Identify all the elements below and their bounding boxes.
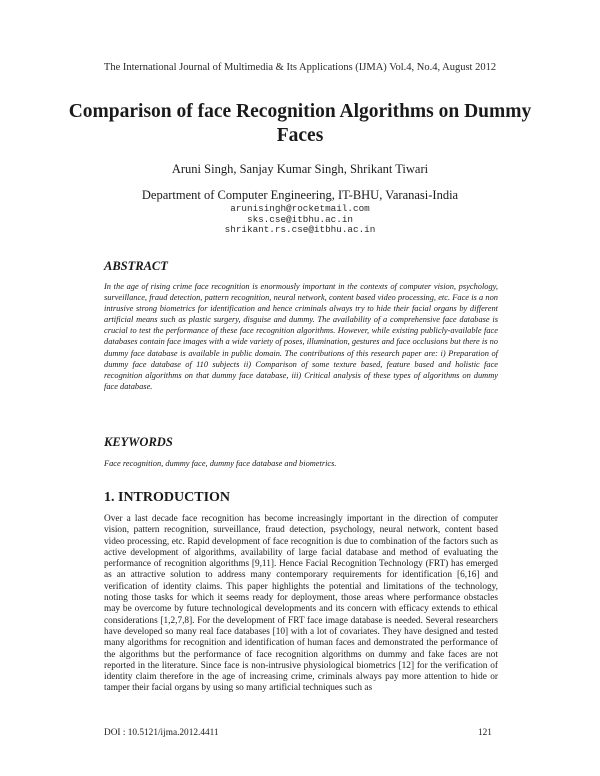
introduction-text: Over a last decade face recognition has become increasingly important in the direction of computer vision, pattern recognition, surveillance, fraud detection, psychology, neural network, content based video processing, etc. Rapid development of face recognition is due to combination of the factors such as active development of algorithms, availability of large facial database and method of evaluating the performance of recognition algorithms [9,11]. Hence Facial Recognition Technology (FRT) has emerged as an attractive solution to address many contemporary requirements for identification [6,16] and verification of identity claims. This paper highlights the potential and limitations of the technology, noting those tasks for which it seems ready for deployment, those areas where performance obstacles may be overcome by future technological developments and its concern with efficacy extends to ethical considerations [1,2,7,8]. For the development of FRT face image database is needed. Several researchers have developed so many real face databases [10] with a lot of covariates. They have designed and tested many algorithms for recognition and identification of human faces and demonstrated the performance of the algorithms but the performance of face recognition algorithms on dummy and fake faces are not reported in the literature. Since face is non-intrusive physiological biometrics [12] for the verification of identity claim therefore in the age of increasing crime, criminals always pay more attention to hide or tamper their facial organs by using so many artificial techniques such as — [104, 514, 498, 694]
keywords-text: Face recognition, dummy face, dummy face database and biometrics. — [104, 459, 337, 468]
email-list — [0, 204, 600, 236]
email-address: shrikant.rs.cse@itbhu.ac.in — [224, 224, 376, 235]
author-list: Aruni Singh, Sanjay Kumar Singh, Shrikant Tiwari — [171, 162, 429, 176]
abstract-text: In the age of rising crime face recognition is enormously important in the contexts of computer vision, psychology, surveillance, fraud detection, pattern recognition, neural network, content based video processing, etc. Face is a non intrusive strong biometrics for identification and hence criminals always try to hide their facial organs by different artificial means such as plastic surgery, disguise and dummy. The availability of a comprehensive face database is crucial to test the performance of these face recognition algorithms. However, while existing publicly-available face databases contain face images with a wide variety of poses, illumination, gestures and face occlusions but there is no dummy face database is available in public domain. The contributions of this research paper are: i) Preparation of dummy face database of 110 subjects ii) Comparison of some texture based, feature based and holistic face recognition algorithms on that dummy face database, iii) Critical analysis of these types of algorithms on dummy face database. — [104, 282, 498, 391]
paper-title: Comparison of face Recognition Algorithms on Dummy Faces — [68, 101, 532, 146]
running-head: The International Journal of Multimedia & Its Applications (IJMA) Vol.4, No.4, August 2012 — [103, 62, 497, 73]
email-address: sks.cse@itbhu.ac.in — [246, 213, 353, 225]
keywords-heading: KEYWORDS — [104, 435, 173, 449]
abstract-heading: ABSTRACT — [104, 259, 168, 273]
email-address: arunisingh@rocketmail.com — [230, 203, 370, 214]
introduction-heading: 1. INTRODUCTION — [104, 490, 231, 505]
doi-footer: DOI : 10.5121/ijma.2012.4411 — [104, 728, 219, 738]
affiliation: Department of Computer Engineering, IT-BHU, Varanasi-India — [141, 188, 459, 202]
page-number: 121 — [478, 728, 492, 738]
